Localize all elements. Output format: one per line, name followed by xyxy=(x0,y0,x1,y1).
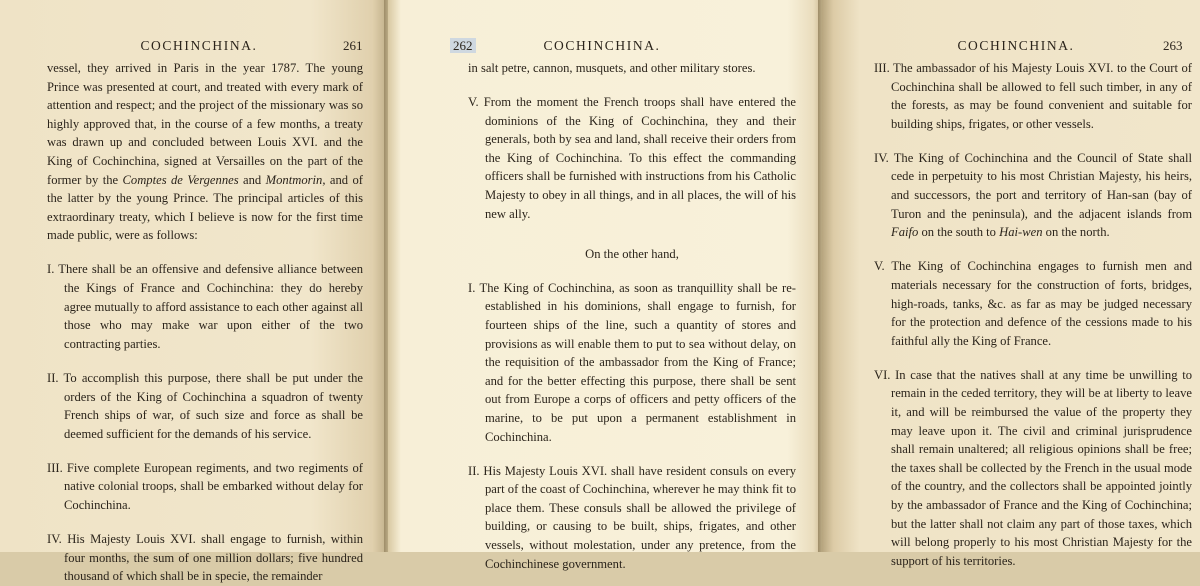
page-body xyxy=(468,59,796,573)
running-header: COCHINCHINA. xyxy=(957,38,1075,53)
article-vi: VI. In case that the natives shall at any time be unwilling to remain in the ceded territory, they will be at liberty to leave it, and will be reimbursed the value of the property they may leave upon it. The civil and criminal jurisprudence shall remain unaltered; all religious opinions shall be free; the taxes shall be collected by the French in the usual mode of the country, and the collectors shall be appointed jointly by the ambassador of France and the King of Cochinchina; but the latter shall not claim any part of those taxes, which will belong properly to his most Christian Majesty for the support of his territories. xyxy=(874,367,1192,568)
article-v: V. From the moment the French troops shall have entered the dominions of the King of Cochinchina, they and their generals, both by sea and land, shall receive their orders from the King of Cochinchina. To this effect the commanding officers shall be furnished with instructions from his Catholic Majesty to obey in all things, and in all places, the will of his new ally. xyxy=(468,95,796,221)
italic-place: Faifo xyxy=(891,225,919,240)
page-number: 262 xyxy=(450,38,476,54)
page-number: 263 xyxy=(1163,38,1183,53)
italic-place: Hai-wen xyxy=(999,225,1043,240)
article-v: V. The King of Cochinchina engages to furnish men and materials necessary for the construction of forts, bridges, high-roads, tanks, &c. as far as may be judged necessary for the protection and defence of the cessions made to his faithful ally the King of France. xyxy=(874,259,1192,348)
italic-name: Montmorin, xyxy=(265,172,326,187)
continuation-text: in salt petre, cannon, musquets, and other military stores. xyxy=(468,61,756,75)
article-iv: IV. The King of Cochinchina and the Council of State shall cede in perpetuity to his most Christian Majesty, his heirs, and successors, the port and territory of Han-san (bay of Turon and the peninsula), and the adjacent islands from Faifo on the south to Hai-wen on the north. xyxy=(874,150,1192,240)
page-number: 261 xyxy=(343,38,363,53)
italic-name: Comptes de Vergennes xyxy=(122,172,239,187)
running-header: COCHINCHINA. xyxy=(140,38,258,53)
page-263 xyxy=(822,0,1200,568)
page-body xyxy=(874,59,1192,570)
article-iii: III. The ambassador of his Majesty Louis XVI. to the Court of Cochinchina shall be allowed to fell such timber, in any of the forests, as may be found convenient and suitable for building ships, frigates, or other vessels. xyxy=(874,61,1192,131)
subheading: On the other hand, xyxy=(585,246,679,261)
article-ii: II. His Majesty Louis XVI. shall have resident consuls on every part of the coast of Cochinchina, wherever he may think fit to place them. These consuls shall be allowed the privilege of building, or causing to be built, ships, frigates, and other vessels, without molestation, under any pretence, from the Cochinchinese government. xyxy=(468,463,796,571)
page-262 xyxy=(388,0,822,571)
article-iv: IV. His Majesty Louis XVI. shall engage to furnish, within four months, the sum of one million dollars; five hundred thousand of which shall be in specie, the remainder xyxy=(47,532,363,584)
article-i: I. There shall be an offensive and defensive alliance between the Kings of France and Cochinchina: they do hereby agree mutually to afford assistance to each other against all those who may make war upon either of the two contracting parties. xyxy=(47,262,363,351)
page-body xyxy=(47,59,363,586)
article-ii: II. To accomplish this purpose, there shall be put under the orders of the King of Cochinchina a squadron of twenty French ships of war, of such size and force as shall be deemed sufficient for the demands of his service. xyxy=(47,370,363,441)
intro-paragraph: vessel, they arrived in Paris in the year 1787. The young Prince was presented at court, and treated with every mark of attention and respect; and the project of the missionary was so highly approved that, in the course of a few months, a treaty was drawn up and concluded between Louis XVI. and the King of Cochinchina, signed at Versailles on the part of the former by the Comptes de Vergennes and Montmorin, and of the latter by the young Prince. The principal articles of this extraordinary treaty, which I believe is now for the first time made public, were as follows: xyxy=(47,61,364,243)
running-header: COCHINCHINA. xyxy=(543,38,661,53)
article-iii: III. Five complete European regiments, and two regiments of native colonial troops, shall be embarked without delay for Cochinchina. xyxy=(47,460,363,512)
page-261 xyxy=(0,0,388,584)
article-i: I. The King of Cochinchina, as soon as tranquillity shall be re-established in his dominions, shall engage to furnish, for fourteen ships of the line, such a quantity of stores and provisions as will enable them to put to sea without delay, on the requisition of the ambassador from the King of France; and for the better effecting this purpose, there shall be sent out from Europe a corps of officers and petty officers of the marine, to be put upon a permanent establishment in Cochinchina. xyxy=(468,280,796,444)
